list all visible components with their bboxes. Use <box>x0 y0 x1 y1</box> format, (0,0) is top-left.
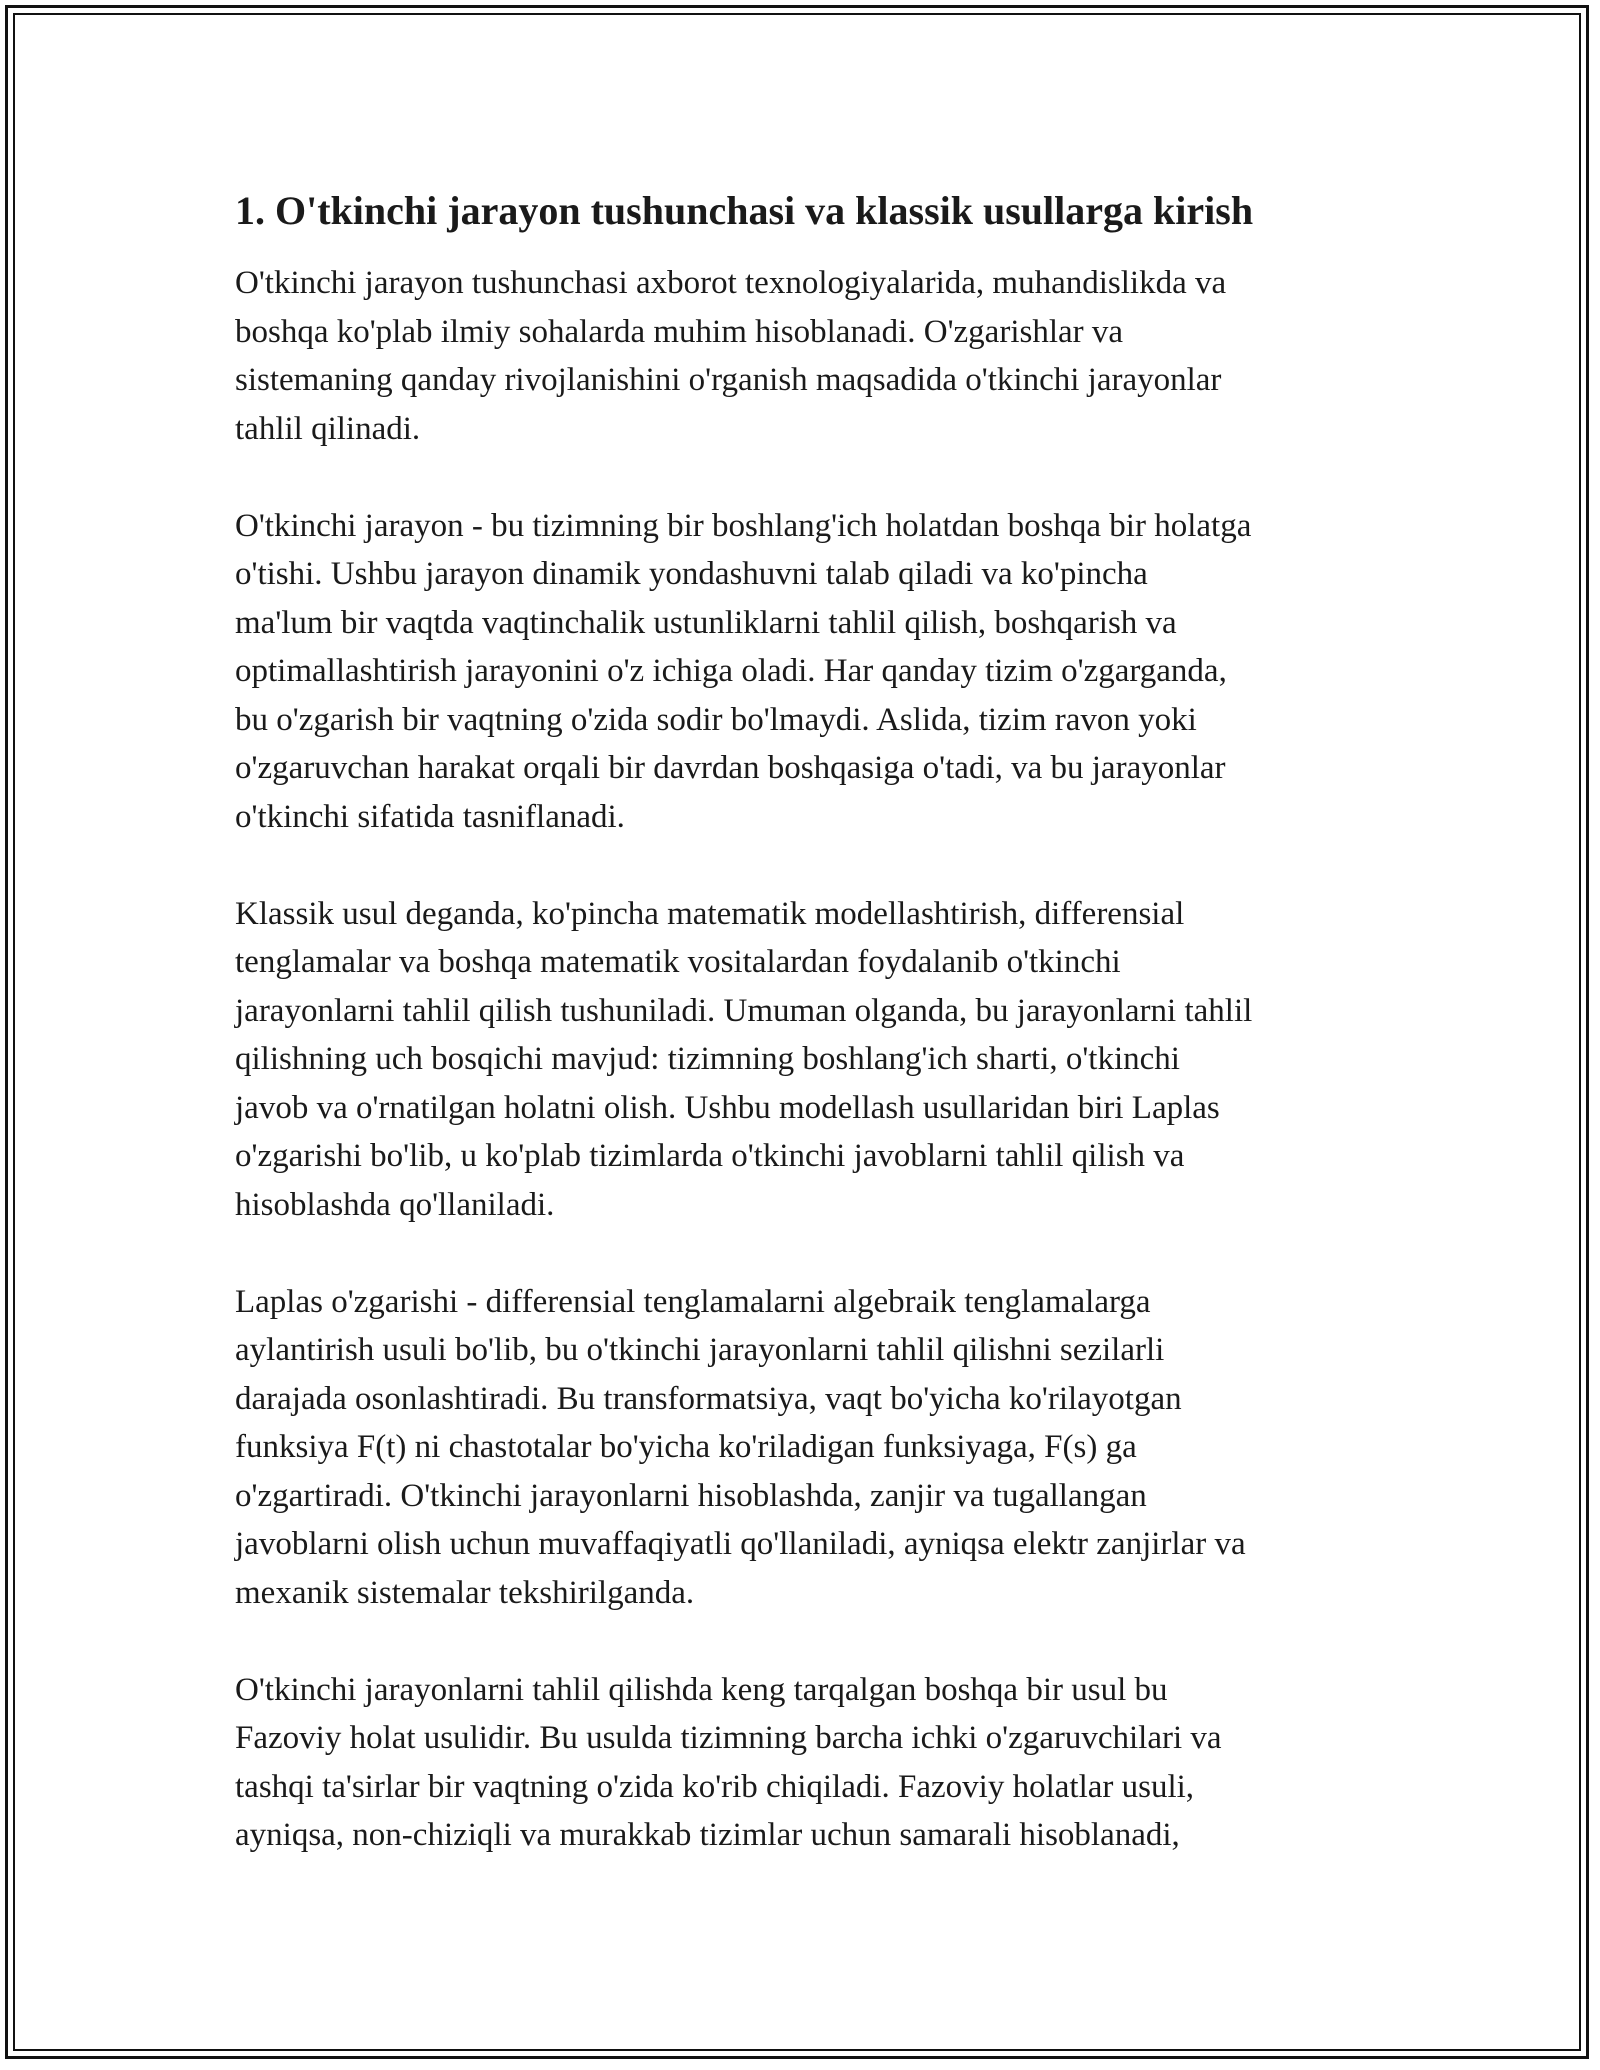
text-line: funksiya F(t) ni chastotalar bo'yicha ko'riladigan funksiyaga, F(s) ga <box>235 1429 1137 1465</box>
text-line: javob va o'rnatilgan holatni olish. Ushbu modellash usullaridan biri Laplas <box>235 1089 1220 1126</box>
text-line: o'zgaruvchan harakat orqali bir davrdan boshqasiga o'tadi, va bu jarayonlar <box>235 750 1226 786</box>
text-line: bu o'zgarish bir vaqtning o'zida sodir bo'lmaydi. Aslida, tizim ravon yoki <box>235 701 1197 738</box>
text-line: optimallashtirish jarayonini o'z ichiga oladi. Har qanday tizim o'zgarganda, <box>235 653 1227 689</box>
text-line: Laplas o'zgarishi - differensial tenglamalarni algebraik tenglamalarga <box>235 1283 1151 1320</box>
text-line: boshqa ko'plab ilmiy sohalarda muhim hisoblanadi. O'zgarishlar va <box>235 313 1124 350</box>
text-line: tenglamalar va boshqa matematik vositalardan foydalanib o'tkinchi <box>235 944 1121 980</box>
paragraph-1 <box>235 259 1385 453</box>
text-line: jarayonlarni tahlil qilish tushuniladi. Umuman olganda, bu jarayonlarni tahlil <box>235 992 1253 1029</box>
text-line: tahlil qilinadi. <box>235 410 421 447</box>
text-line: o'zgartiradi. O'tkinchi jarayonlarni hisoblashda, zanjir va tugallangan <box>235 1477 1147 1514</box>
text-line: javoblarni olish uchun muvaffaqiyatli qo'llaniladi, ayniqsa elektr zanjirlar va <box>235 1526 1246 1562</box>
section-heading: 1. O'tkinchi jarayon tushunchasi va klassik usullarga kirish <box>235 188 1254 233</box>
text-line: O'tkinchi jarayonlarni tahlil qilishda keng tarqalgan boshqa bir usul bu <box>235 1671 1168 1708</box>
text-line: ayniqsa, non-chiziqli va murakkab tizimlar uchun samarali hisoblanadi, <box>235 1817 1180 1853</box>
paragraph-4 <box>235 1278 1385 1618</box>
text-line: o'tishi. Ushbu jarayon dinamik yondashuvni talab qiladi va ko'pincha <box>235 556 1148 592</box>
text-line: O'tkinchi jarayon tushunchasi axborot texnologiyalarida, muhandislikda va <box>235 265 1227 301</box>
text-line: o'tkinchi sifatida tasniflanadi. <box>235 798 625 835</box>
document-body <box>235 185 1385 1860</box>
text-line: aylantirish usuli bo'lib, bu o'tkinchi jarayonlarni tahlil qilishni sezilarli <box>235 1332 1165 1368</box>
text-line: Klassik usul deganda, ko'pincha matematik modellashtirish, differensial <box>235 895 1185 932</box>
text-line: tashqi ta'sirlar bir vaqtning o'zida ko'rib chiqiladi. Fazoviy holatlar usuli, <box>235 1768 1195 1805</box>
text-line: qilishning uch bosqichi mavjud: tizimning boshlang'ich sharti, o'tkinchi <box>235 1041 1180 1077</box>
paragraph-3 <box>235 890 1385 1230</box>
text-line: hisoblashda qo'llaniladi. <box>235 1186 555 1223</box>
text-line: darajada osonlashtiradi. Bu transformatsiya, vaqt bo'yicha ko'rilayotgan <box>235 1380 1182 1417</box>
text-line: sistemaning qanday rivojlanishini o'rganish maqsadida o'tkinchi jarayonlar <box>235 362 1222 398</box>
text-line: o'zgarishi bo'lib, u ko'plab tizimlarda o'tkinchi javoblarni tahlil qilish va <box>235 1138 1185 1174</box>
paragraph-5 <box>235 1666 1385 1860</box>
text-line: O'tkinchi jarayon - bu tizimning bir boshlang'ich holatdan boshqa bir holatga <box>235 507 1252 544</box>
text-line: ma'lum bir vaqtda vaqtinchalik ustunliklarni tahlil qilish, boshqarish va <box>235 604 1177 641</box>
paragraph-2 <box>235 502 1385 842</box>
text-line: Fazoviy holat usulidir. Bu usulda tizimning barcha ichki o'zgaruvchilari va <box>235 1720 1222 1756</box>
text-line: mexanik sistemalar tekshirilganda. <box>235 1574 695 1611</box>
